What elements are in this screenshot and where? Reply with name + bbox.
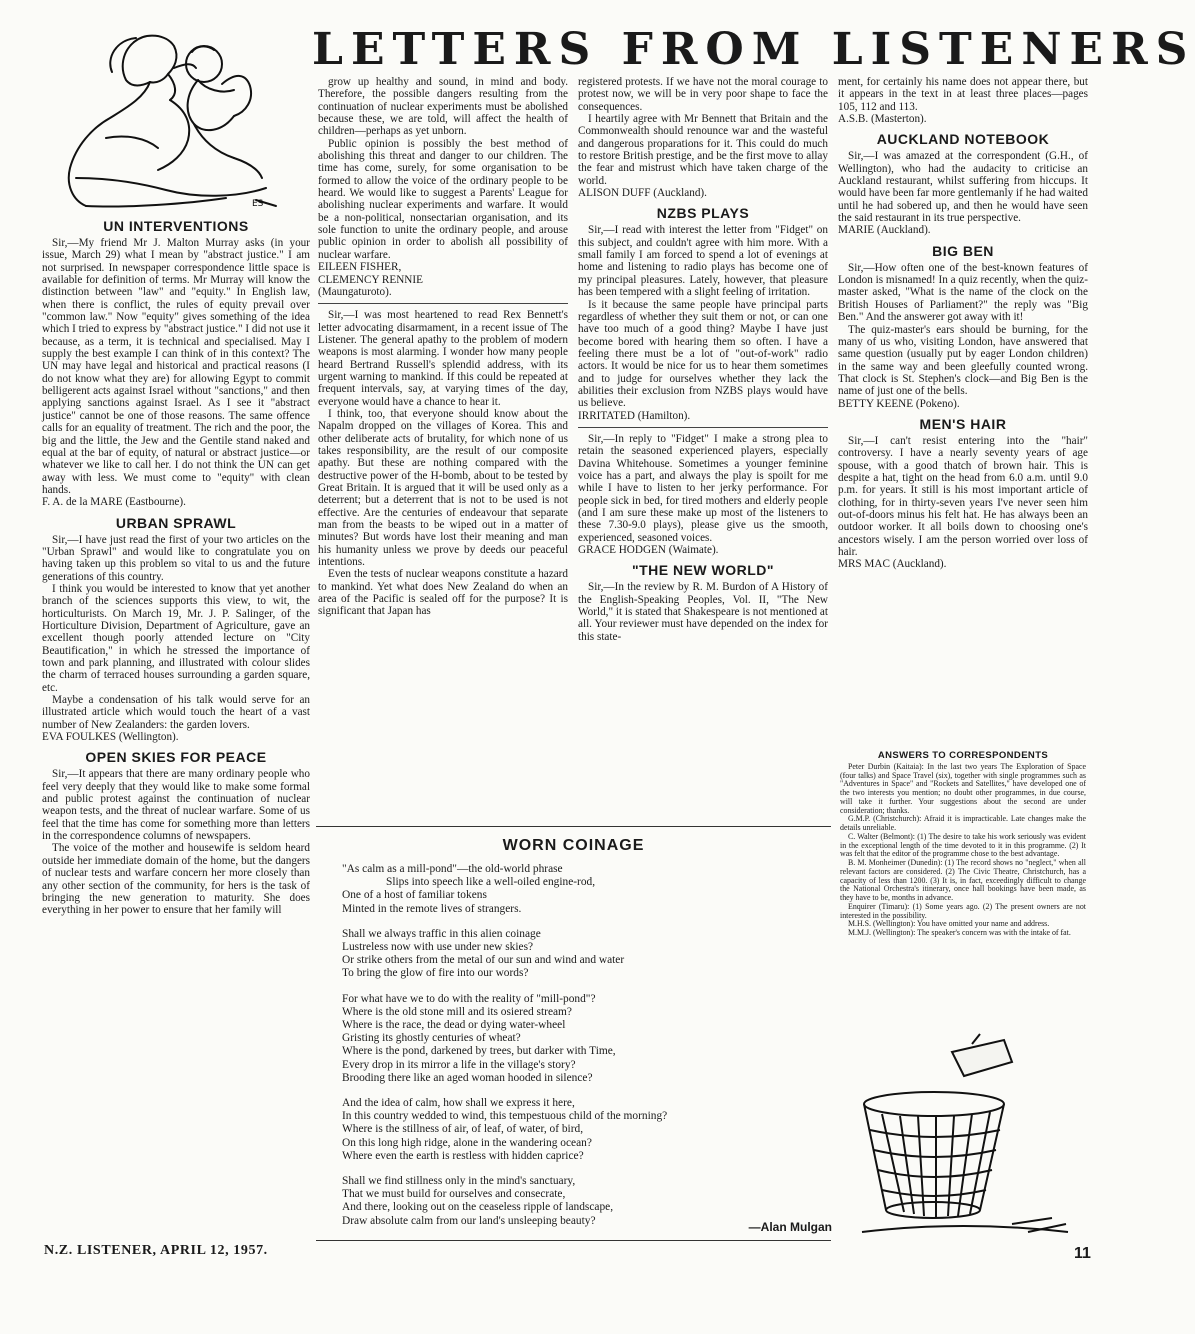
answer-item: C. Walter (Belmont): (1) The desire to take his work seriously was evident in the exceptional length of the time devoted to it in this programme. (2) It was felt that the editor of the programme chose to the best advantage. — [840, 831, 1086, 859]
big-ben-letter-paragraph: Sir,—How often one of the best-known features of London is misnamed! In a quiz recently, when the quiz-master asked, "What is the name of the clock on the British Houses of Parliament?" the reply was "Big Ben." And the answerer got away with it! — [838, 261, 1088, 324]
poem-line: Where is the old stone mill and its osiered stream? — [342, 1005, 572, 1018]
poem-line: One of a host of familiar tokens — [342, 889, 487, 902]
un-letter-paragraph: Sir,—My friend Mr J. Malton Murray asks (in your issue, March 29) what I mean by "abstract justice." I am not surprised. In newspaper correspondence little space is available for definition of terms. Mr Murray will know the distinction between "law" and "equity." In English law, when there is conflict, the rules of equity prevail over "common law." Now "equity" gives something of the idea which I tried to express by "abstract justice." I did not use it because, as a term, it is technical and specialised. May I supply the best example I can think of in this context? The UN may have legal and historical and practical reasons (I do not know what they are) for allowing Egypt to commit belligerent acts against Israel without "sanctions," and then applying sanctions against Israel. As I see it "abstract justice" cannot be one of those reasons. The same offence calls for an equality of treatment. The rich and the poor, the big and the little, the Jew and the Gentile stand naked and equal at the bar of equity, of natural or abstract justice—or whatever we like to call her. I do not think the UN can get away with less. We must come to "equity" with clean hands. — [42, 237, 310, 496]
poem-line: Lustreless now with use under new skies? — [342, 941, 534, 954]
new-world-letter-paragraph: Sir,—In the review by R. M. Burdon of A History of the English-Speaking Peoples, Vol. II, "The New World," it is stated that Shakespeare is not mentioned at all. Your reviewer must have depended on the index for this state- — [578, 581, 828, 643]
answers-heading: ANSWERS TO CORRESPONDENTS — [877, 750, 1049, 761]
poem-line: In this country wedded to wind, this tempestuous child of the morning? — [342, 1110, 668, 1123]
open-skies-heading: OPEN SKIES FOR PEACE — [85, 749, 267, 766]
answer-item: B. M. Monheimer (Dunedin): (1) The record shows no "neglect," when all relevant factors are considered. (2) The Civic Theatre, Christchurch, has a capacity of less than 1200. (3) It is, in fact, exceedingly difficult to change the National Orchestra's itinerary, once hall bookings have been made, as they have to be, months in advance. — [840, 858, 1086, 902]
skies-signature-2: CLEMENCY RENNIE — [318, 273, 423, 286]
fidget-signature: GRACE HODGEN (Waimate). — [578, 544, 719, 557]
poem-line: Minted in the remote lives of strangers. — [342, 902, 522, 915]
disarmament-letter-paragraph: Even the tests of nuclear weapons constitute a hazard to mankind. Yet what does New Zealand do when an area of the Pacific is sealed off for the purpose? It is significant that Japan has — [318, 568, 568, 618]
svg-text:ES: ES — [252, 199, 264, 209]
disarmament-letter-paragraph: I think, too, that everyone should know about the Napalm dropped on the villages of Korea. This and other deliberate acts of brutality, for which none of us takes responsibility, are the result of our composite apathy. But these are nothing compared with the destructive power of the H-bomb, about to be tested by Great Britain. It is argued that it will be used only as a deterrent; but a deterrent that is not to be used is not effective. Are the centuries of endeavour that separate man from the beasts to be wiped out in a matter of minutes? But words have lost their meaning and man his humanity unless we prove by deeds our peaceful intentions. — [318, 407, 568, 569]
urban-letter-paragraph: Sir,—I have just read the first of your two articles on the "Urban Sprawl" and would like to congratulate you on having taken up this problem so vital to us and the future generations of this country. — [42, 533, 310, 583]
poem-line: "As calm as a mill-pond"—the old-world phrase — [342, 863, 563, 875]
disarmament-letter-paragraph: Sir,—I was most heartened to read Rex Bennett's letter advocating disarmament, in a recent issue of The Listener. The general apathy to the problem of modern weapons is most alarming. I wonder how many people heard Bertrand Russell's splendid address, with its urgent warning to mankind. If this could be repeated at frequent intervals, say, at varying times of the day, everyone would have a chance to hear it. — [318, 309, 568, 408]
skies-signature-3: (Maungaturoto). — [318, 285, 392, 298]
new-world-heading: "THE NEW WORLD" — [631, 562, 775, 579]
nzbs-signature: IRRITATED (Hamilton). — [578, 409, 691, 422]
un-letter-signature: F. A. de la MARE (Eastbourne). — [42, 496, 186, 509]
poem-line: Slips into speech like a well-oiled engine-rod, — [386, 876, 596, 889]
poem-line: Where is the stillness of air, of leaf, of water, of bird, — [342, 1123, 584, 1136]
disarmament-letter-continued: registered protests. If we have not the moral courage to protest now, we will be in very poor shape to face the consequences. — [578, 76, 828, 113]
big-ben-letter-paragraph: The quiz-master's ears should be burning, for the many of us who, visiting London, have answered that same question (usually put by eager London children) in the same way and been gleefully counted wrong. That clock is St. Stephen's clock—and Big Ben is the name of just one of the bells. — [838, 323, 1088, 398]
poem-line: On this long high ridge, alone in the wandering ocean? — [342, 1136, 592, 1149]
poem-body — [342, 863, 832, 1234]
poem-line: And the idea of calm, how shall we express it here, — [342, 1097, 575, 1110]
poem-line: Draw absolute calm from our land's unsleeping beauty? — [342, 1214, 596, 1227]
mother-child-illustration — [46, 28, 286, 210]
wastebasket-illustration — [852, 1034, 1078, 1240]
new-world-letter-continued: ment, for certainly his name does not appear there, but it appears in the text in at least three places—pages 105, 112 and 113. — [838, 76, 1088, 113]
issue-footer: N.Z. LISTENER, APRIL 12, 1957. — [44, 1243, 268, 1258]
poem-line: Where even the earth is restless with hidden caprice? — [342, 1149, 584, 1162]
nzbs-letter-paragraph: Is it because the same people have principal parts regardless of whether they suit them or not, or can one have too much of a good thing? Maybe I have just become bored with hearing them so often. I have a feeling there must be a lot of "out-of-work" radio actors. It would be nice for us to hear them sometimes and to judge for ourselves whether they lack the abilities their exclusion from NZBS plays would have us believe. — [578, 298, 828, 410]
answers-to-correspondents — [840, 750, 1086, 937]
poem-line: Brooding there like an aged woman hooded in silence? — [342, 1071, 593, 1084]
masthead-title: LETTERS FROM LISTENERS — [312, 24, 1195, 75]
urban-sprawl-heading: URBAN SPRAWL — [115, 514, 237, 531]
answer-item: M.M.J. (Wellington): The speaker's concern was with the intake of fat. — [848, 928, 1071, 937]
column-3 — [578, 76, 828, 818]
skies-signature-1: EILEEN FISHER, — [318, 261, 402, 274]
poem-line: Or strike others from the metal of our sun and wind and water — [342, 954, 625, 967]
poem-line: Shall we find stillness only in the mind's sanctuary, — [342, 1175, 576, 1188]
nzbs-letter-paragraph: Sir,—I read with interest the letter from "Fidget" on this subject, and couldn't agree with him more. With a small family I am forced to spend a lot of evenings at home and listening to radio plays has become one of my principal pleasures. Lately, however, that pleasure has been tempered with a slight feeling of irritation. — [578, 224, 828, 299]
poem-line: And there, looking out on the ceaseless ripple of landscape, — [342, 1201, 614, 1214]
auckland-letter-paragraph: Sir,—I was amazed at the correspondent (G.H., of Wellington), who had the audacity to criticise an Auckland restaurant, whilst suffering from hiccups. It would have been far more gentlemanly if he had waited until he had sobered up, and then he would have seen the said restaurant in its true perspective. — [838, 150, 1088, 225]
hair-letter-paragraph: Sir,—I can't resist entering into the "hair" controversy. I have a nearly seventy years of age spouse, with a good thatch of brown hair. This is despite a hat, tight on the head from 6.0 a.m. until 9.0 p.m. for years. It still is his most important article of clothing, for in thirty-seven years I've never seen him out-of-doors minus his felt hat. He has always been an outdoor worker. It all boils down to choosing one's ancestors wisely. I am the person worried over loss of hair. — [838, 434, 1088, 558]
poem-title: WORN COINAGE — [502, 837, 645, 854]
big-ben-signature: BETTY KEENE (Pokeno). — [838, 397, 960, 410]
column-4 — [838, 76, 1088, 748]
answer-item: Peter Durbin (Kaitaia): In the last two years The Exploration of Space (four talks) and Space Travel (six), together with single programmes such as "Adventures in Space" and "Rockets and Satellites," have developed one of the two interests you mention; no doubt other programmes, in due course, will take it further. Your suggestions about the second are under consideration; thanks. — [840, 761, 1086, 815]
poem-line: For what have we to do with the reality of "mill-pond"? — [342, 992, 596, 1005]
auckland-signature: MARIE (Auckland). — [838, 224, 931, 237]
un-interventions-heading: UN INTERVENTIONS — [103, 218, 249, 234]
poem-line: To bring the glow of fire into our words? — [342, 967, 529, 980]
auckland-notebook-heading: AUCKLAND NOTEBOOK — [876, 131, 1050, 148]
column-2 — [318, 76, 568, 818]
skies-letter-paragraph: Sir,—It appears that there are many ordinary people who feel very deeply that they would like to make some formal and public protest against the continuation of nuclear weapon tests, and the threat of nuclear warfare. Some of us feel that the time has come for something more than letters in the correspondence columns of newspapers. — [42, 768, 310, 843]
answer-item: G.M.P. (Christchurch): Afraid it is impracticable. Late changes make the details unreliable. — [840, 814, 1086, 832]
column-1 — [42, 212, 310, 1240]
nzbs-plays-heading: NZBS PLAYS — [656, 205, 750, 222]
poem-line: Every drop in its mirror a life in the village's story? — [342, 1058, 576, 1071]
poem-author: —Alan Mulgan — [748, 1219, 832, 1234]
answer-item: M.H.S. (Wellington): You have omitted your name and address. — [848, 919, 1050, 929]
skies-letter-paragraph: The voice of the mother and housewife is seldom heard outside her immediate domain of the home, but the dangers of nuclear tests and warfare concern her more closely than any other section of the community, for hers is the task of bringing the new generation to maturity. She does everything in her power to ensure that her family will — [42, 842, 310, 917]
disarmament-signature: ALISON DUFF (Auckland). — [578, 187, 707, 200]
hair-signature: MRS MAC (Auckland). — [838, 558, 947, 571]
page-number: 11 — [1074, 1245, 1091, 1262]
big-ben-heading: BIG BEN — [932, 242, 994, 259]
skies-letter-continued: Public opinion is possibly the best method of abolishing this threat and danger to our children. The time has come, surely, for some organisation to be formed to allow the voice of the ordinary people to be heard. We would like to suggest a Parents' League for abolishing nuclear experiments and warfare. It would be a non-political, nonsectarian organisation, and its sole function to unite the ordinary people, and arouse public opinion in order to abolish all possibility of nuclear warfare. — [318, 137, 568, 261]
urban-letter-signature: EVA FOULKES (Wellington). — [42, 731, 179, 744]
disarmament-letter-continued: I heartily agree with Mr Bennett that Britain and the Commonwealth should renounce war and the wasteful and dangerous proparations for it. This could do much to restore British prestige, and be the first move to allay the fear and mistrust which have taken charge of the world. — [578, 113, 828, 187]
divider — [318, 303, 568, 304]
poem-line: Where is the pond, darkened by trees, but darker with Time, — [342, 1045, 616, 1058]
poem-line: Where is the race, the dead or dying water-wheel — [342, 1019, 566, 1032]
poem-line: Gristing its ghostly centuries of wheat? — [342, 1032, 521, 1045]
urban-letter-paragraph: Maybe a condensation of his talk would serve for an illustrated article which would touch the heart of a vast number of New Zealanders: the garden lovers. — [42, 694, 310, 731]
poem-line: Shall we always traffic in this alien coinage — [342, 927, 541, 940]
poem-box — [316, 826, 831, 1241]
new-world-signature: A.S.B. (Masterton). — [838, 113, 927, 126]
fidget-letter-paragraph: Sir,—In reply to "Fidget" I make a strong plea to retain the seasoned experienced players, especially Davina Whitehouse. Sometimes a younger feminine voice has a part, and always the play is spoilt for me while I have to listen to her jerky performance. For people sick in bed, for tired mothers and elderly people (and I am sure these make up most of the listeners to these 7.30-9.0 plays), please give us the smooth, experienced, seasoned voices. — [578, 432, 828, 544]
skies-letter-continued: grow up healthy and sound, in mind and body. Therefore, the possible dangers resulting from the continuation of nuclear experiments must be abolished because these, we are told, will affect the health of children—perhaps as yet unborn. — [318, 76, 568, 138]
poem-line: That we must build for ourselves and consecrate, — [342, 1188, 566, 1201]
divider — [578, 427, 828, 428]
mens-hair-heading: MEN'S HAIR — [919, 415, 1007, 432]
answer-item: Enquirer (Timaru): (1) Some years ago. (2) The present owners are not interested in the possibility. — [840, 901, 1086, 920]
urban-letter-paragraph: I think you would be interested to know that yet another branch of the sciences supports this view, to wit, the horticulturists. On March 19, Mr. J. P. Salinger, of the Horticulture Division, Department of Agriculture, gave an excellent though poorly attended lecture on "City Beautification," in which he stressed the importance of town and park planning, and illustrated with colour slides the charm of terraced houses surrounding a garden square, etc. — [42, 582, 310, 694]
